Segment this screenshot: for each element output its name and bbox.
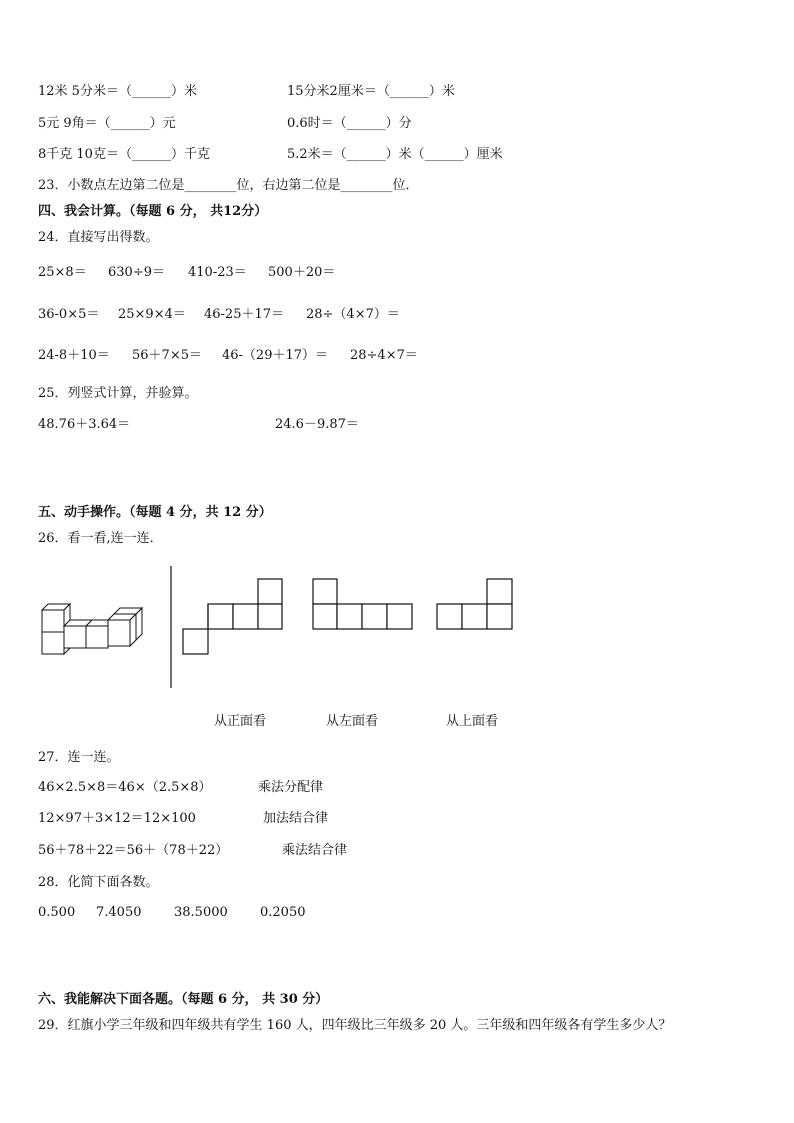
question-25b: 24.6－9.87＝ (275, 417, 359, 432)
calc-row-2 (38, 306, 400, 324)
view-figure-3 (436, 578, 514, 632)
calc-row-3 (38, 347, 418, 365)
view-label-left: 从左面看 (326, 714, 379, 729)
calc-item: 500＋20＝ (268, 265, 336, 280)
calc-item: 46-25＋17＝ (204, 307, 285, 322)
question-25: 25．列竖式计算，并验算。 (38, 386, 198, 401)
view-label-front: 从正面看 (214, 714, 267, 729)
q28-number: 38.5000 (174, 905, 228, 920)
question-29: 29．红旗小学三年级和四年级共有学生 160 人，四年级比三年级多 20 人。三年级和四年级各有学生多少人？ (38, 1018, 672, 1033)
calc-item: 46-（29＋17）＝ (222, 348, 329, 363)
calc-item: 24-8＋10＝ (38, 348, 110, 363)
question-27: 27．连一连。 (38, 750, 120, 765)
section-5-title: 五、动手操作。（每题 4 分，共 12 分） (38, 505, 272, 520)
q27-right-2: 加法结合律 (263, 811, 329, 826)
question-26: 26．看一看,连一连． (38, 531, 163, 546)
conversion-1-1: 12米 5分米＝（______）米 (38, 84, 197, 99)
q28-number: 0.2050 (260, 905, 306, 920)
calc-item: 630÷9＝ (108, 265, 165, 280)
view-figure-2 (312, 578, 414, 632)
cube-solid-figure (38, 600, 158, 660)
conversion-3-2: 5.2米＝（______）米（______）厘米 (287, 147, 503, 162)
figure-divider (168, 566, 174, 688)
calc-item: 28÷4×7＝ (350, 348, 418, 363)
q28-number: 7.4050 (96, 905, 142, 920)
q27-left-3: 56＋78＋22＝56＋（78＋22） (38, 843, 229, 858)
calc-row-1 (38, 264, 335, 282)
question-23: 23．小数点左边第二位是________位，右边第二位是________位． (38, 178, 419, 193)
calc-item: 410-23＝ (188, 265, 247, 280)
q27-right-3: 乘法结合律 (282, 843, 348, 858)
q27-left-1: 46×2.5×8＝46×（2.5×8） (38, 780, 212, 795)
question-28: 28．化简下面各数。 (38, 875, 159, 890)
section-4-title: 四、我会计算。（每题 6 分， 共12分） (38, 204, 268, 219)
q28-number: 0.500 (38, 905, 76, 920)
section-6-title: 六、我能解决下面各题。（每题 6 分， 共 30 分） (38, 992, 329, 1007)
conversion-2-2: 0.6时＝（______）分 (287, 116, 412, 131)
view-label-top: 从上面看 (446, 714, 499, 729)
conversion-2-1: 5元 9角＝（______）元 (38, 116, 176, 131)
q27-right-1: 乘法分配律 (258, 780, 324, 795)
conversion-3-1: 8千克 10克＝（______）千克 (38, 147, 210, 162)
question-24: 24．直接写出得数。 (38, 230, 159, 245)
view-figure-1 (182, 578, 284, 656)
calc-item: 28÷（4×7）＝ (306, 307, 400, 322)
calc-item: 56＋7×5＝ (132, 348, 202, 363)
q28-numbers (38, 904, 306, 922)
question-25a: 48.76＋3.64＝ (38, 417, 131, 432)
calc-item: 25×8＝ (38, 265, 87, 280)
q27-left-2: 12×97＋3×12＝12×100 (38, 811, 196, 826)
conversion-1-2: 15分米2厘米＝（______）米 (287, 84, 455, 99)
calc-item: 36-0×5＝ (38, 307, 100, 322)
calc-item: 25×9×4＝ (118, 307, 186, 322)
